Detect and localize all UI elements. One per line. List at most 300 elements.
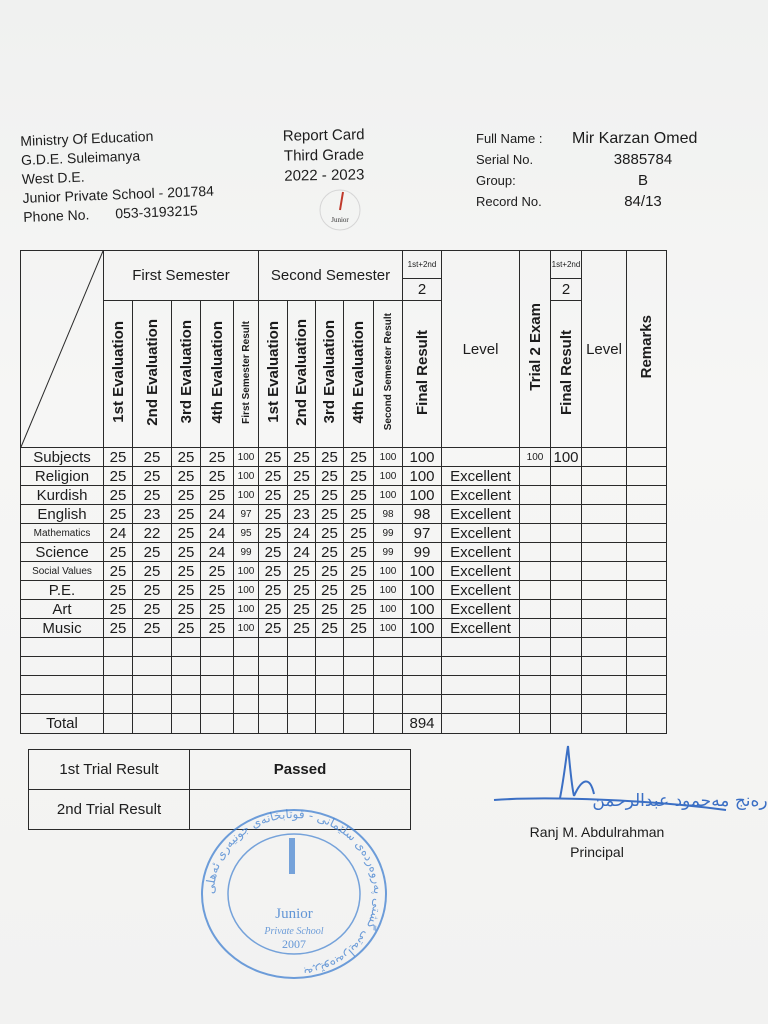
ministry-header <box>20 125 215 227</box>
empty-cell <box>172 657 201 676</box>
group-label: Group: <box>476 173 516 188</box>
score-cell: 25 <box>344 486 374 505</box>
principal-title: Principal <box>570 844 624 860</box>
score-cell: 25 <box>259 467 288 486</box>
empty-row <box>21 676 667 695</box>
empty-cell <box>442 714 520 734</box>
col-label: 2nd Evaluation <box>293 318 310 426</box>
table-row <box>21 467 667 486</box>
trial-final-cell <box>551 524 582 543</box>
logo-text: Junior <box>331 216 349 224</box>
score-cell: 99 <box>403 543 442 562</box>
empty-row <box>21 695 667 714</box>
empty-cell <box>551 676 582 695</box>
score-cell: 25 <box>316 581 344 600</box>
empty-cell <box>104 714 133 734</box>
score-cell: 100 <box>403 486 442 505</box>
empty-cell <box>520 657 551 676</box>
col-second-semester-result <box>374 301 403 448</box>
empty-cell <box>104 695 133 714</box>
empty-cell <box>442 695 520 714</box>
empty-cell <box>21 657 104 676</box>
empty-cell <box>234 657 259 676</box>
subjects-label: Subjects <box>21 448 104 467</box>
score-cell: 97 <box>403 524 442 543</box>
max-score-cell: 25 <box>201 448 234 467</box>
empty-cell <box>374 638 403 657</box>
empty-cell <box>582 714 627 734</box>
score-cell: 25 <box>288 486 316 505</box>
score-cell: 100 <box>374 486 403 505</box>
empty-cell <box>133 695 172 714</box>
subject-name: P.E. <box>21 581 104 600</box>
score-cell: 25 <box>344 600 374 619</box>
col-4th-eval-s2 <box>344 301 374 448</box>
empty-cell <box>104 676 133 695</box>
empty-cell <box>442 676 520 695</box>
level-cell: Excellent <box>442 543 520 562</box>
empty-cell <box>201 695 234 714</box>
trial-final-cell <box>551 600 582 619</box>
score-cell: 98 <box>374 505 403 524</box>
score-cell: 25 <box>104 581 133 600</box>
max-score-cell: 25 <box>344 448 374 467</box>
level-cell: Excellent <box>442 619 520 638</box>
score-cell: 25 <box>316 600 344 619</box>
level-cell: Excellent <box>442 581 520 600</box>
score-cell: 99 <box>234 543 259 562</box>
ministry-line: Ministry Of Education <box>20 127 154 149</box>
score-cell: 97 <box>234 505 259 524</box>
score-cell: 25 <box>316 467 344 486</box>
col-final-result <box>403 301 442 448</box>
subject-name: Social Values <box>21 562 104 581</box>
full-name-label: Full Name : <box>476 131 543 146</box>
trial-cell <box>520 524 551 543</box>
empty-cell <box>21 695 104 714</box>
school-line: Junior Private School - 201784 <box>22 182 215 206</box>
max-score-cell: 100 <box>403 448 442 467</box>
empty-cell <box>582 695 627 714</box>
score-cell: 25 <box>288 600 316 619</box>
total-row <box>21 714 667 734</box>
empty-cell <box>551 714 582 734</box>
score-cell: 25 <box>201 562 234 581</box>
empty-cell <box>582 657 627 676</box>
score-cell: 23 <box>288 505 316 524</box>
empty-cell <box>627 676 667 695</box>
subject-name: Mathematics <box>21 524 104 543</box>
score-cell: 24 <box>104 524 133 543</box>
score-cell: 25 <box>133 581 172 600</box>
score-cell: 25 <box>316 619 344 638</box>
score-cell: 25 <box>172 600 201 619</box>
empty-cell <box>627 638 667 657</box>
col-1st-eval-s1 <box>104 301 133 448</box>
empty-cell <box>21 638 104 657</box>
remarks-cell <box>627 505 667 524</box>
district-line: West D.E. <box>21 168 85 187</box>
col-label: 4th Evaluation <box>208 320 226 424</box>
empty-cell <box>403 676 442 695</box>
level-cell <box>582 543 627 562</box>
empty-cell <box>201 714 234 734</box>
score-cell: 25 <box>172 505 201 524</box>
level-cell <box>582 619 627 638</box>
principal-block <box>512 822 682 862</box>
stamp-ring-text: بەڕێوەبەرایەتی گشتی پەروەردەی سلێمانی - قوتابخانەی جونیەری ئەهلی <box>202 806 386 981</box>
score-cell: 25 <box>104 486 133 505</box>
score-cell: 25 <box>288 562 316 581</box>
stamp-subtitle: Private School <box>264 926 324 937</box>
level-cell <box>582 486 627 505</box>
empty-cell <box>627 714 667 734</box>
subject-name: Kurdish <box>21 486 104 505</box>
score-cell: 25 <box>201 467 234 486</box>
score-cell: 100 <box>374 562 403 581</box>
score-cell: 25 <box>201 619 234 638</box>
school-stamp <box>196 806 392 982</box>
empty-cell <box>442 638 520 657</box>
stamp-mark-icon <box>289 838 295 874</box>
empty-row <box>21 638 667 657</box>
trial-final-cell <box>551 467 582 486</box>
phone-label: Phone No. <box>22 206 90 225</box>
level-cell <box>582 505 627 524</box>
score-cell: 25 <box>344 467 374 486</box>
score-cell: 100 <box>374 600 403 619</box>
score-cell: 25 <box>104 600 133 619</box>
trial-sum-label: 1st+2nd <box>551 251 582 279</box>
empty-cell <box>316 638 344 657</box>
sum-label: 1st+2nd <box>403 251 442 279</box>
empty-cell <box>234 638 259 657</box>
group-row <box>476 170 716 191</box>
score-cell: 25 <box>259 486 288 505</box>
level-cell <box>582 467 627 486</box>
trial-cell <box>520 505 551 524</box>
col-remarks-label: Remarks <box>638 315 655 379</box>
score-cell: 25 <box>344 562 374 581</box>
score-cell: 25 <box>316 505 344 524</box>
trial-final-cell <box>551 486 582 505</box>
empty-cell <box>403 657 442 676</box>
empty-row <box>21 657 667 676</box>
score-cell: 25 <box>104 467 133 486</box>
academic-year: 2022 - 2023 <box>284 166 365 185</box>
score-cell: 25 <box>133 486 172 505</box>
table-row <box>21 524 667 543</box>
stamp-year: 2007 <box>282 937 306 951</box>
empty-cell <box>21 676 104 695</box>
score-cell: 25 <box>172 562 201 581</box>
col-1st-eval-s2 <box>259 301 288 448</box>
remarks-cell <box>627 600 667 619</box>
max-score-cell: 100 <box>374 448 403 467</box>
empty-cell <box>316 714 344 734</box>
first-semester-header: First Semester <box>104 251 259 301</box>
directorate-line: G.D.E. Suleimanya <box>20 147 141 168</box>
score-cell: 100 <box>403 581 442 600</box>
score-cell: 25 <box>172 486 201 505</box>
col-first-semester-result <box>234 301 259 448</box>
empty-cell <box>172 714 201 734</box>
first-trial-value: Passed <box>190 750 411 790</box>
empty-cell <box>316 657 344 676</box>
group-value: B <box>637 172 648 189</box>
total-value: 894 <box>403 714 442 734</box>
trial-cell <box>520 486 551 505</box>
trial-final-cell <box>551 505 582 524</box>
score-cell: 100 <box>403 467 442 486</box>
col-label: 1st Evaluation <box>264 321 282 423</box>
empty-cell <box>133 714 172 734</box>
score-cell: 100 <box>234 600 259 619</box>
level-cell <box>582 448 627 467</box>
max-score-cell: 100 <box>234 448 259 467</box>
level-cell <box>582 524 627 543</box>
trial-final-cell <box>551 619 582 638</box>
empty-cell <box>316 695 344 714</box>
empty-cell <box>520 714 551 734</box>
col-label: 3rd Evaluation <box>177 320 195 424</box>
score-cell: 99 <box>374 543 403 562</box>
empty-cell <box>104 638 133 657</box>
score-cell: 25 <box>344 543 374 562</box>
empty-cell <box>133 657 172 676</box>
score-cell: 100 <box>234 562 259 581</box>
trial-final-cell <box>551 581 582 600</box>
grade-label: Third Grade <box>283 146 365 165</box>
diagonal-header-cell <box>21 251 104 448</box>
empty-cell <box>288 695 316 714</box>
stamp-name: Junior <box>275 906 313 922</box>
serial-value: 3885784 <box>613 151 673 168</box>
full-name-row <box>476 128 716 149</box>
empty-cell <box>288 638 316 657</box>
empty-cell <box>403 638 442 657</box>
trial-final-cell <box>551 562 582 581</box>
score-cell: 25 <box>172 543 201 562</box>
subject-name: Art <box>21 600 104 619</box>
col-remarks <box>627 251 667 448</box>
empty-cell <box>627 657 667 676</box>
empty-cell <box>442 657 520 676</box>
score-cell: 25 <box>316 486 344 505</box>
table-row <box>21 486 667 505</box>
report-title: Report Card <box>282 126 365 145</box>
score-cell: 100 <box>403 562 442 581</box>
empty-cell <box>172 638 201 657</box>
first-trial-label: 1st Trial Result <box>29 750 190 790</box>
score-cell: 23 <box>133 505 172 524</box>
score-cell: 25 <box>344 619 374 638</box>
empty-cell <box>627 695 667 714</box>
grades-table <box>20 250 667 734</box>
empty-cell <box>520 676 551 695</box>
score-cell: 25 <box>201 600 234 619</box>
level-cell <box>582 600 627 619</box>
score-cell: 100 <box>374 619 403 638</box>
empty-cell <box>551 695 582 714</box>
remarks-cell <box>627 467 667 486</box>
score-cell: 24 <box>288 543 316 562</box>
max-scores-row <box>21 448 667 467</box>
col-2nd-eval-s2 <box>288 301 316 448</box>
score-cell: 25 <box>259 619 288 638</box>
remarks-cell <box>627 486 667 505</box>
score-cell: 24 <box>201 505 234 524</box>
trial-max-cell: 100 <box>520 448 551 467</box>
score-cell: 99 <box>374 524 403 543</box>
second-trial-label: 2nd Trial Result <box>29 790 190 830</box>
serial-label: Serial No. <box>476 152 534 167</box>
trial-cell <box>520 467 551 486</box>
remarks-cell <box>627 524 667 543</box>
trial-final-cell <box>551 543 582 562</box>
max-score-cell: 25 <box>133 448 172 467</box>
score-cell: 100 <box>234 486 259 505</box>
trial-cell <box>520 581 551 600</box>
phone-value: 053-3193215 <box>114 202 199 222</box>
empty-cell <box>259 638 288 657</box>
subject-name: Music <box>21 619 104 638</box>
full-name-value: Mir Karzan Omed <box>572 130 698 147</box>
empty-cell <box>551 638 582 657</box>
score-cell: 25 <box>344 524 374 543</box>
divisor: 2 <box>403 279 442 301</box>
max-score-cell: 25 <box>259 448 288 467</box>
score-cell: 25 <box>288 581 316 600</box>
max-score-cell: 25 <box>288 448 316 467</box>
col-label: Final Result <box>557 329 575 415</box>
empty-cell <box>520 638 551 657</box>
table-row <box>21 600 667 619</box>
table-row <box>21 581 667 600</box>
trial-divisor: 2 <box>551 279 582 301</box>
school-logo <box>307 188 373 238</box>
col-label: Second Semester Result <box>382 313 394 431</box>
empty-cell <box>374 676 403 695</box>
col-label: 1st Evaluation <box>109 321 127 423</box>
table-row <box>21 619 667 638</box>
score-cell: 25 <box>288 467 316 486</box>
student-info <box>476 128 716 212</box>
score-cell: 25 <box>133 562 172 581</box>
score-cell: 25 <box>133 543 172 562</box>
signature-text: رەنج مەحمود عبدالرحمن <box>592 791 768 811</box>
score-cell: 25 <box>104 543 133 562</box>
score-cell: 25 <box>288 619 316 638</box>
score-cell: 25 <box>259 524 288 543</box>
max-score-cell: 25 <box>104 448 133 467</box>
level-cell: Excellent <box>442 562 520 581</box>
score-cell: 25 <box>104 505 133 524</box>
empty-cell <box>201 638 234 657</box>
total-label: Total <box>21 714 104 734</box>
serial-row <box>476 149 716 170</box>
col-level-2: Level <box>582 251 627 448</box>
score-cell: 25 <box>201 486 234 505</box>
score-cell: 100 <box>234 581 259 600</box>
score-cell: 100 <box>234 467 259 486</box>
col-3rd-eval-s2 <box>316 301 344 448</box>
empty-cell <box>582 676 627 695</box>
level-cell: Excellent <box>442 505 520 524</box>
remarks-cell <box>627 581 667 600</box>
trial-cell <box>520 619 551 638</box>
score-cell: 25 <box>344 581 374 600</box>
level-cell <box>582 562 627 581</box>
report-title-block <box>261 125 386 187</box>
score-cell: 24 <box>288 524 316 543</box>
subject-name: Science <box>21 543 104 562</box>
col-3rd-eval-s1 <box>172 301 201 448</box>
col-level: Level <box>442 251 520 448</box>
score-cell: 25 <box>316 562 344 581</box>
record-row <box>476 191 716 212</box>
score-cell: 25 <box>104 619 133 638</box>
second-semester-header: Second Semester <box>259 251 403 301</box>
level-cell <box>582 581 627 600</box>
empty-cell <box>316 676 344 695</box>
score-cell: 25 <box>172 581 201 600</box>
empty-cell <box>344 657 374 676</box>
col-4th-eval-s1 <box>201 301 234 448</box>
empty-cell <box>374 657 403 676</box>
principal-name: Ranj M. Abdulrahman <box>529 824 665 840</box>
col-label: Final Result <box>413 329 431 415</box>
score-cell: 25 <box>316 543 344 562</box>
empty-cell <box>374 714 403 734</box>
score-cell: 24 <box>201 543 234 562</box>
remarks-cell <box>627 543 667 562</box>
score-cell: 25 <box>259 543 288 562</box>
empty-cell <box>201 676 234 695</box>
empty-cell <box>344 695 374 714</box>
score-cell: 25 <box>172 524 201 543</box>
empty-cell <box>288 657 316 676</box>
col-label: 4th Evaluation <box>350 320 367 424</box>
score-cell: 100 <box>403 600 442 619</box>
record-label: Record No. <box>476 194 542 209</box>
score-cell: 25 <box>259 562 288 581</box>
logo-mark-icon <box>340 192 343 210</box>
trial-final-max-cell: 100 <box>551 448 582 467</box>
table-row <box>21 543 667 562</box>
score-cell: 25 <box>259 600 288 619</box>
subject-name: Religion <box>21 467 104 486</box>
col-trial-2-exam-label: Trial 2 Exam <box>526 303 544 391</box>
score-cell: 100 <box>374 581 403 600</box>
empty-cell <box>201 657 234 676</box>
score-cell: 25 <box>172 467 201 486</box>
trial-cell <box>520 600 551 619</box>
empty-cell <box>582 638 627 657</box>
record-value: 84/13 <box>624 193 662 210</box>
empty-cell <box>288 714 316 734</box>
empty-cell <box>259 657 288 676</box>
empty-cell <box>551 657 582 676</box>
col-label: First Semester Result <box>240 320 252 424</box>
empty-cell <box>344 638 374 657</box>
score-cell: 25 <box>133 600 172 619</box>
col-2nd-eval-s1 <box>133 301 172 448</box>
remarks-cell <box>627 448 667 467</box>
score-cell: 25 <box>133 467 172 486</box>
max-score-cell: 25 <box>316 448 344 467</box>
empty-cell <box>259 714 288 734</box>
